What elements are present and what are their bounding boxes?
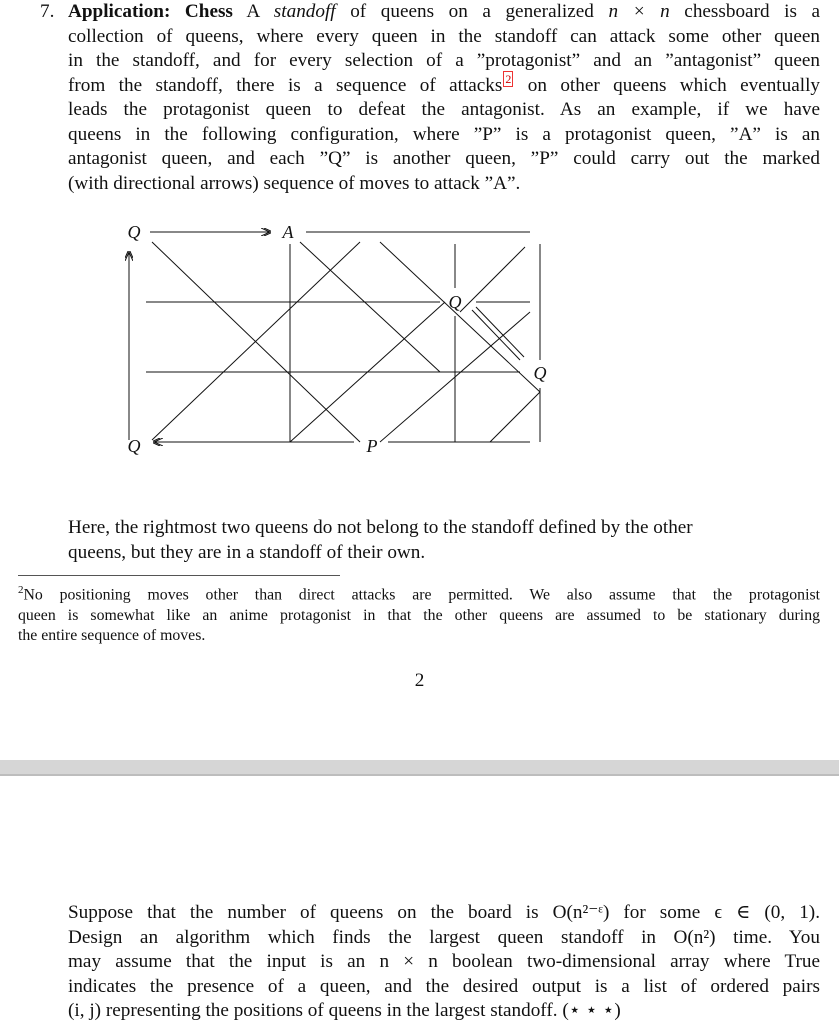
- problem-line-3: in the standoff, and for every selection of a ”protagonist” and an ”antagonist” queen: [68, 50, 820, 71]
- problem-7: [40, 0, 821, 196]
- next-page-text: Suppose that the number of queens on the board is O(n²⁻ᵋ) for some ϵ ∈ (0, 1). Design an algorithm which finds the largest queen standoff in O(n²) time. You may assume that the input is an n × n boolean two-dimensional array where True indicates the presence of a queen, and the desired output is a list of ordered pairs (i, j) representing the positions of queens in the largest standoff. (⋆ ⋆ ⋆): [68, 902, 820, 1021]
- footnote-mark: 2: [18, 584, 24, 596]
- problem-line-7: antagonist queen, and each ”Q” is another queen, ”P” could carry out the marked: [68, 148, 820, 169]
- footnote-rule: [18, 575, 340, 576]
- queen-label-mid: Q: [448, 292, 462, 312]
- footnote-link[interactable]: 2: [505, 72, 512, 87]
- protagonist-label: P: [366, 436, 378, 456]
- problem-line-6: queens in the following configuration, where ”P” is a protagonist queen, ”A” is an: [68, 123, 820, 145]
- problem-line-1: Application: Chess A standoff of queens on a generalized n × n chessboard is a: [68, 1, 821, 22]
- problem-number: 7.: [40, 1, 55, 22]
- footnote: $^2$No positioning moves other than direct attacks are permitted. We also assume that the protagonist queen is somewhat like an anime protagonist in that the other queens are assumed to be stationary during the entire sequence of moves.: [18, 584, 820, 645]
- double-line-b: [476, 307, 524, 357]
- page-separator: [0, 760, 839, 774]
- diagonal-4: [380, 242, 540, 392]
- standoff-term: standoff: [273, 1, 336, 22]
- problem-line-4: from the standoff, there is a sequence of attacks $^2$ on other queens which eventually: [68, 72, 820, 96]
- problem-heading: Application: Chess: [68, 1, 233, 22]
- queen-label-right: Q: [533, 363, 547, 383]
- page-number: 2: [414, 670, 425, 691]
- problem-line-2: collection of queens, where every queen in the standoff can attack some other queen: [68, 25, 820, 47]
- queen-label-bottom-left: Q: [127, 436, 141, 456]
- diagram-caption: Here, the rightmost two queens do not belong to the standoff defined by the other queens, but they are in a standoff of their own.: [68, 517, 693, 563]
- problem-line-8: (with directional arrows) sequence of moves to attack ”A”.: [68, 172, 521, 194]
- antagonist-label: A: [282, 222, 294, 242]
- diagonal-3: [300, 242, 440, 372]
- chessboard-diagram: [110, 212, 550, 462]
- problem-line-5: leads the protagonist queen to defeat the antagonist. As an example, if we have: [68, 99, 820, 120]
- queen-label-top-left: Q: [127, 222, 141, 242]
